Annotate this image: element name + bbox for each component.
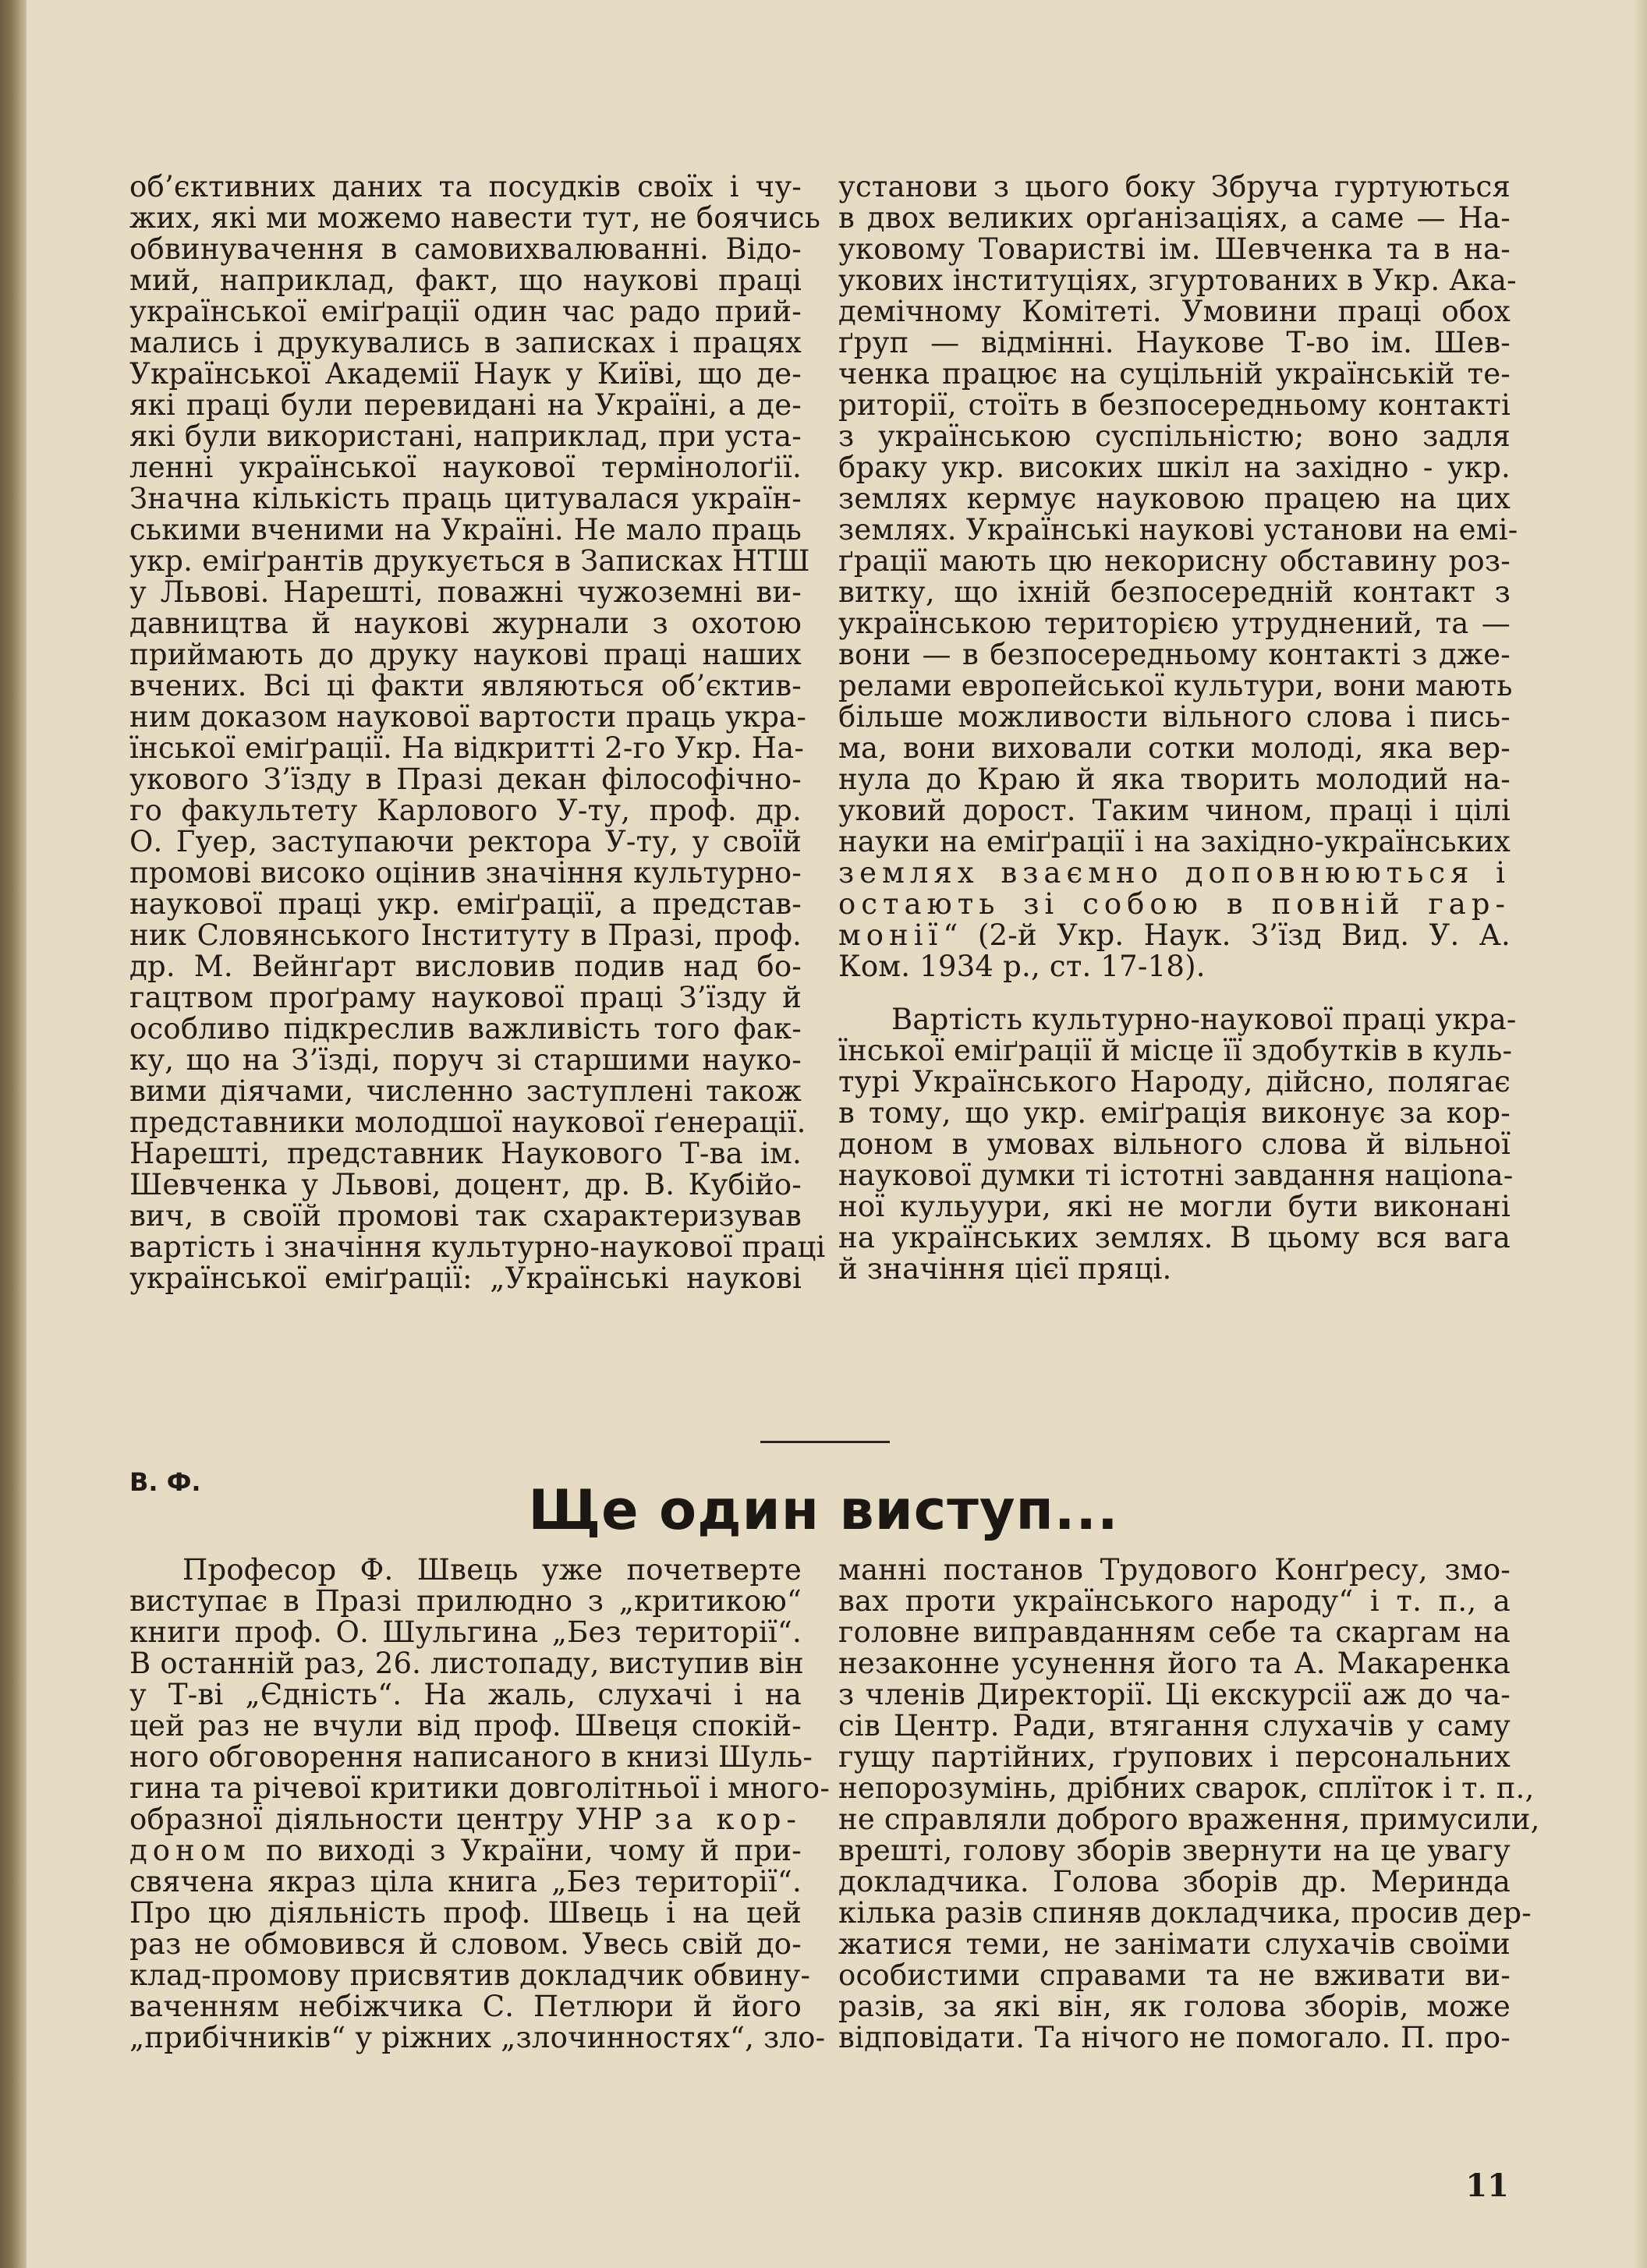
text-line: у Т-ві „Єдність“. На жаль, слухачі і на (129, 1678, 802, 1711)
text-line: виступає в Празі прилюдно з „критикою“ (129, 1584, 802, 1618)
text-line: не справляли доброго враження, примусили, (838, 1803, 1540, 1836)
text-line: вах проти українського народу“ і т. п., а (838, 1584, 1511, 1618)
text-line: мались і друкувались в записках і працях (129, 326, 802, 359)
text-line: на українських землях. В цьому вся вага (838, 1221, 1511, 1254)
text-line: Значна кількість праць цитувалася україн- (129, 482, 802, 515)
text-line: в двох великих орґанізаціях, а саме — На- (838, 201, 1511, 235)
article1-right-paragraph-1 (838, 170, 1518, 858)
text-line: промові високо оцінив значіння культурно- (129, 856, 802, 890)
text-line: головне виправданням себе та скаргам на (838, 1615, 1511, 1649)
text-line: гущу партійних, ґрупових і персональних (838, 1740, 1511, 1774)
text-line: ґруп — відмінні. Наукове Т-во ім. Шев- (838, 326, 1511, 359)
text-line: релами европейської культури, вони мають (838, 669, 1513, 702)
section-divider (760, 1441, 890, 1443)
text-line: го факультету Карлового У-ту, проф. др. (129, 794, 802, 827)
text-line: вартість і значіння культурно-наукової праці (129, 1230, 826, 1264)
text-line: особливо підкреслив важливість того фак- (129, 1012, 802, 1046)
text-line: їнської еміґрації. На відкритті 2-го Укр. На- (129, 731, 805, 765)
text-line: давництва й наукові журнали з охотою (129, 607, 802, 640)
text-line: установи з цього боку Збруча гуртуються (838, 170, 1511, 203)
text-line: обвинувачення в самовихвалюванні. Відо- (129, 232, 802, 266)
text-line: жатися теми, не занімати слухачів своїми (838, 1927, 1511, 1961)
spaced-line: землях взаємно доповнюються і (838, 856, 1511, 890)
text-line: й значіння цієї пряці. (838, 1252, 1172, 1286)
text-line: приймають до друку наукові праці наших (129, 638, 802, 671)
text-line: ченка працює на суцільній українській те- (838, 357, 1511, 391)
text-line: гина та річевої критики довголітньої і много- (129, 1771, 831, 1805)
text-line: О. Гуер, заступаючи ректора У-ту, у своїй (129, 825, 802, 858)
text-line: „прибічників“ у ріжних „злочинностях“, зло- (129, 2021, 826, 2054)
text-line: Шевченка у Львові, доцент, др. В. Кубійо- (129, 1168, 802, 1201)
text-line: вими діячами, численно заступлені також (129, 1074, 802, 1108)
text-line: наукової думки ті істотні завдання націona- (838, 1159, 1514, 1192)
text-line: врешті, голову зборів звернути на це увагу (838, 1834, 1511, 1867)
text-line: Професор Ф. Швець уже почетверте (182, 1553, 802, 1587)
text-line: гацтвом проґраму наукової праці З’їзду й (129, 981, 802, 1014)
text-line: жих, які ми можемо навести тут, не боячись (129, 201, 821, 235)
text-line: клад-промову присвятив докладчик обвину- (129, 1958, 811, 1992)
text-line: представники молодшої наукової ґенерації. (129, 1106, 806, 1139)
text-line: вчених. Всі ці факти являються об’єктив- (129, 669, 802, 702)
article2-right-column (838, 1553, 1540, 2054)
text-line: раз не обмовився й словом. Увесь свій до- (129, 1927, 802, 1961)
text-line: свячена якраз ціла книга „Без території“. (129, 1865, 802, 1898)
text-line: Нарешті, представник Наукового Т-ва ім. (129, 1137, 802, 1170)
text-line: укових інституціях, згуртованих в Укр. Ака- (838, 264, 1517, 297)
text-line: турі Українського Народу, дійсно, полягає (838, 1065, 1511, 1099)
text-line: ку, що на З’їзді, поруч зі старшими науко- (129, 1043, 802, 1077)
text-line: доном в умовах вільного слова й вільної (838, 1127, 1511, 1161)
spaced-line: образної діяльности центру УНР за кор- (129, 1803, 802, 1836)
text-line: українською територією утруднений, та — (838, 607, 1511, 640)
text-line: в тому, що укр. еміґрація виконує за кор- (838, 1096, 1511, 1130)
article-headline: Ще один виступ... (528, 1478, 1119, 1542)
text-line: Про цю діяльність проф. Швець і на цей (129, 1896, 802, 1930)
article2-left-part-a (129, 1553, 831, 1805)
text-line: їнської еміґрації й місце її здобутків в куль- (838, 1034, 1513, 1067)
text-line: др. М. Вейнґарт висловив подив над бо- (129, 950, 802, 983)
spaced-line: доном по виході з України, чому й при- (129, 1834, 802, 1867)
text-line: об’єктивних даних та посудків своїх і чу- (129, 170, 802, 203)
text-line: більше можливости вільного слова і пись- (838, 700, 1511, 734)
text-line: ленні української наукової термінолоґії. (129, 451, 802, 484)
text-line: ним доказом наукової вартости праць укра- (129, 700, 807, 734)
article1-right-paragraph-2 (838, 1003, 1517, 1286)
article1-left-column (129, 170, 826, 1295)
text-line: ник Словянського Інституту в Празі, проф. (129, 918, 802, 952)
text-line: витку, що іхній безпосередній контакт з (838, 575, 1511, 609)
text-line: ґрації мають цю некорисну обставину роз- (838, 544, 1511, 578)
text-line: разів, за які він, як голова зборів, може (838, 1990, 1511, 2023)
text-line: манні постанов Трудового Конґресу, змо- (838, 1553, 1511, 1587)
text-line: відповідати. Та нічого не помогало. П. про- (838, 2021, 1511, 2054)
text-line: Української Академії Наук у Київі, що де- (129, 357, 802, 391)
text-line: нула до Краю й яка творить молодий на- (838, 762, 1511, 796)
citation-line: монії“ (2-й Укр. Наук. З’їзд Вид. У. А. (838, 918, 1511, 952)
text-line: В останній раз, 26. листопаду, виступив він (129, 1647, 804, 1680)
text-line: уковий дорост. Таким чином, праці і цілі (838, 794, 1511, 827)
text-line: укового З’їзду в Празі декан філософічно- (129, 762, 802, 796)
text-line: з українською суспільністю; воно задля (838, 419, 1511, 453)
text-line: цей раз не вчули від проф. Швеця спокій- (129, 1709, 802, 1743)
text-line: докладчика. Голова зборів др. Меринда (838, 1865, 1511, 1898)
text-line: ваченням небіжчика С. Петлюри й його (129, 1990, 802, 2023)
text-line: ного обговорення написаного в книзі Шуль- (129, 1740, 813, 1774)
text-line: у Львові. Нарешті, поважні чужоземні ви- (129, 575, 802, 609)
text-line: особистими справами та не вживати ви- (838, 1958, 1511, 1992)
article1-right-column (838, 170, 1518, 1286)
book-binding-shadow (0, 0, 27, 2268)
text-line: ної кульуури, які не могли бути виконані (838, 1190, 1511, 1223)
text-line: які праці були перевидані на Україні, а де- (129, 388, 802, 422)
text-line: землях. Українські наукові установи на емі- (838, 513, 1518, 547)
text-line: з членів Директорії. Ці екскурсії аж до ча- (838, 1678, 1511, 1711)
page-number: 11 (1465, 2167, 1509, 2204)
text-line: науки на еміґрації і на західно-українських (838, 825, 1511, 858)
text-line: риторії, стоїть в безпосередньому контакті (838, 388, 1511, 422)
text-line: вич, в своїй промові так схарактеризував (129, 1199, 802, 1233)
text-line: браку укр. високих шкіл на західно - укр. (838, 451, 1511, 484)
spaced-line: остають зі собою в повній гар- (838, 887, 1511, 921)
text-line: української еміґрації один час радо прий- (129, 295, 802, 328)
text-line: непорозумінь, дрібних сварок, сплїток і т. п., (838, 1771, 1535, 1805)
text-line: укр. еміґрантів друкується в Записках НТШ (129, 544, 810, 578)
text-line: книги проф. О. Шульгина „Без території“. (129, 1615, 802, 1649)
text-line: уковому Товаристві ім. Шевченка та в на- (838, 232, 1511, 266)
text-line: ма, вони виховали сотки молоді, яка вер- (838, 731, 1511, 765)
text-line: Вартість культурно-наукової праці укра- (891, 1003, 1517, 1036)
text-line: незаконне усунення його та А. Макаренка (838, 1647, 1511, 1680)
text-line: української еміґрації: „Українські наукові (129, 1261, 802, 1295)
article2-left-part-b (129, 1865, 826, 2054)
text-line: сів Центр. Ради, втягання слухачів у саму (838, 1709, 1511, 1743)
author-signature: В. Ф. (129, 1467, 201, 1497)
article2-left-column (129, 1553, 831, 2054)
text-line: демічному Комітеті. Умовини праці обох (838, 295, 1511, 328)
page-edge-shadow (1633, 0, 1647, 2268)
text-line: ськими вченими на Україні. Не мало праць (129, 513, 802, 547)
text-line: мий, наприклад, факт, що наукові праці (129, 264, 802, 297)
text-line: вони — в безпосередньому контакті з дже- (838, 638, 1511, 671)
text-line: наукової праці укр. еміґрації, а представ- (129, 887, 802, 921)
text-line: землях кермує науковою працею на цих (838, 482, 1511, 515)
text-line: які були використані, наприклад, при уста- (129, 419, 802, 453)
citation-line-last: Ком. 1934 р., ст. 17-18). (838, 950, 1206, 983)
text-line: кілька разів спиняв докладчика, просив дер- (838, 1896, 1532, 1930)
